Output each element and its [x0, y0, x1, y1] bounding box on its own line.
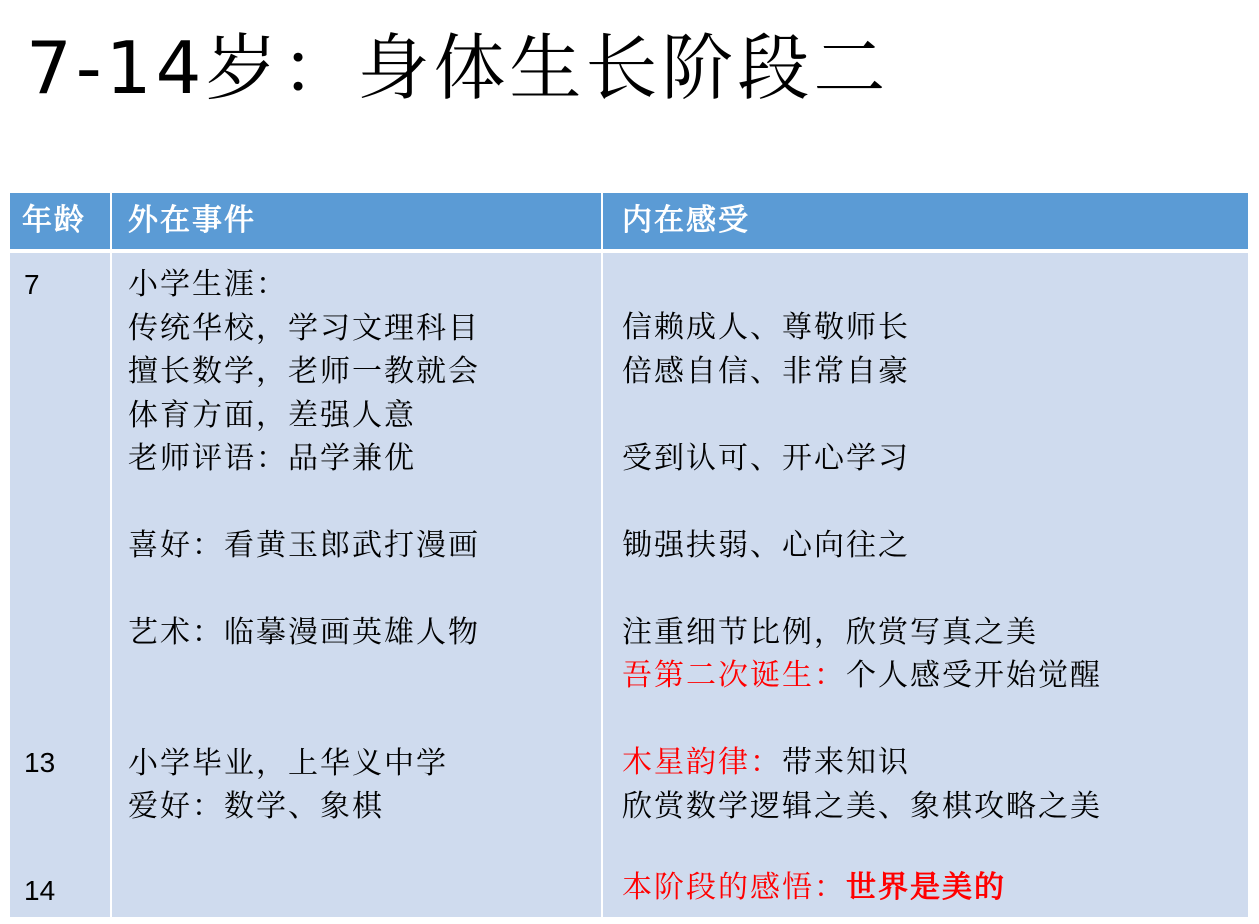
age-14: 14 — [24, 875, 56, 906]
header-internal-feelings: 内在感受 — [622, 203, 750, 238]
external-line: 体育方面，差强人意 — [128, 397, 416, 433]
internal-line-blank — [622, 393, 1102, 437]
highlight-text: 带来知识 — [782, 745, 910, 780]
column-divider-1 — [110, 193, 112, 917]
insight-text: 世界是美的 — [846, 870, 1006, 905]
external-line: 老师评语：品学兼优 — [128, 441, 416, 476]
external-line: 小学生涯： — [128, 267, 288, 302]
internal-line-blank — [622, 480, 1102, 524]
age-7: 7 — [24, 269, 40, 300]
internal-line-blank — [622, 698, 1102, 742]
internal-line: 锄强扶弱、心向往之 — [622, 527, 910, 563]
header-age: 年龄 — [22, 203, 86, 238]
highlight-text: 个人感受开始觉醒 — [846, 658, 1102, 693]
internal-line-jupiter — [622, 741, 1102, 785]
internal-line-blank — [622, 567, 1102, 611]
slide-title: 7-14岁：身体生长阶段二 — [26, 26, 890, 110]
header-divider — [10, 249, 1248, 253]
internal-line: 信赖成人、尊敬师长 — [622, 310, 910, 345]
external-line: 喜好：看黄玉郎武打漫画 — [128, 528, 480, 563]
internal-line: 倍感自信、非常自豪 — [622, 353, 910, 389]
internal-line: 注重细节比例，欣赏写真之美 — [622, 614, 1038, 650]
external-line — [128, 481, 480, 525]
external-line — [128, 568, 480, 612]
internal-line: 受到认可、开心学习 — [622, 440, 910, 476]
age-13: 13 — [24, 747, 56, 778]
header-external-events: 外在事件 — [128, 203, 256, 238]
external-line: 擅长数学，老师一教就会 — [128, 354, 480, 389]
external-events-list — [128, 263, 480, 829]
internal-line: 欣赏数学逻辑之美、象棋攻略之美 — [622, 788, 1102, 824]
stage-insight — [622, 866, 1006, 910]
highlight-label: 木星韵律： — [622, 745, 782, 780]
external-line: 爱好：数学、象棋 — [128, 789, 384, 824]
external-line: 传统华校，学习文理科目 — [128, 310, 480, 346]
internal-line-second-birth — [622, 654, 1102, 698]
external-line: 小学毕业，上华义中学 — [128, 745, 448, 781]
column-divider-2 — [601, 193, 603, 917]
external-line — [128, 698, 480, 742]
insight-label: 本阶段的感悟： — [622, 870, 846, 905]
internal-feelings-list — [622, 306, 1102, 828]
external-line: 艺术：临摹漫画英雄人物 — [128, 615, 480, 650]
highlight-label: 吾第二次诞生： — [622, 658, 846, 693]
external-line — [128, 655, 480, 699]
life-stage-table — [10, 193, 1248, 917]
